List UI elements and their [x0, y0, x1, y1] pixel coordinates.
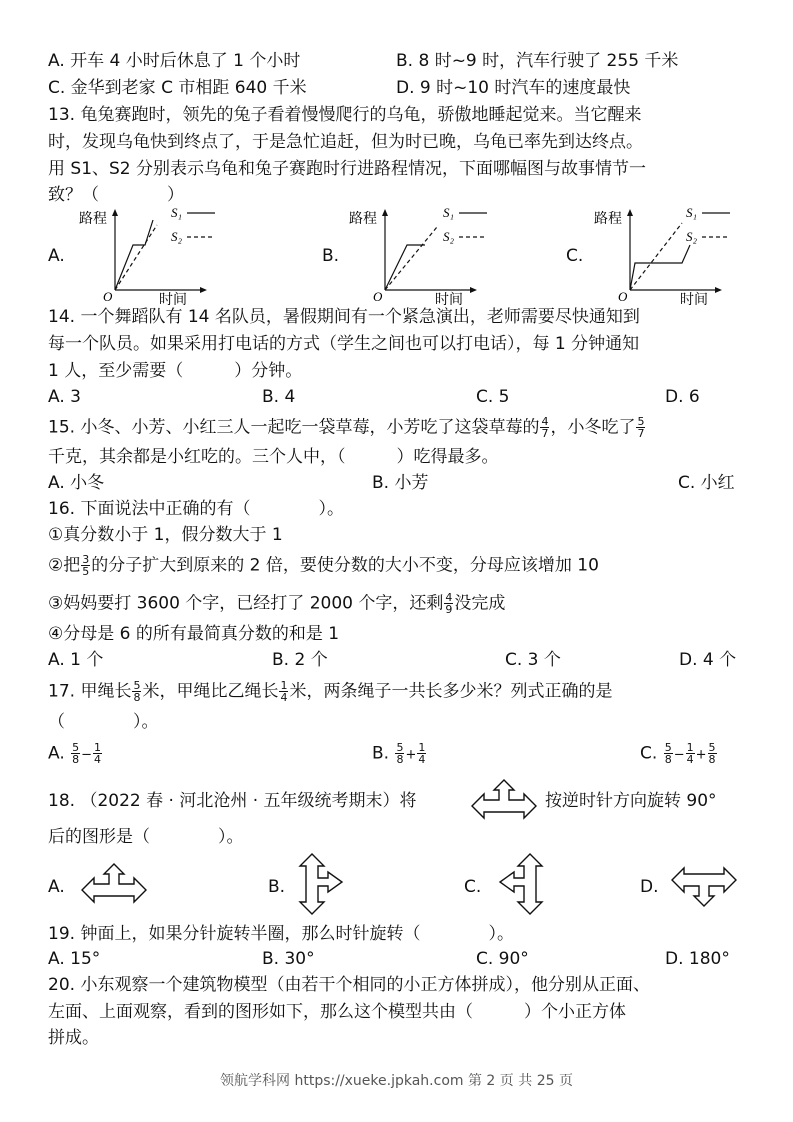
- q18-option-a-label: A.: [48, 877, 65, 897]
- q15-fraction-2-num: 5: [637, 415, 645, 428]
- q14-option-c: C. 5: [476, 387, 510, 407]
- q17-b-frac-2-num: 1: [418, 741, 426, 754]
- q17-fraction-1-den: 8: [133, 691, 141, 704]
- q13-option-a-label: A.: [48, 246, 65, 266]
- q15-fraction-1-num: 4: [541, 415, 549, 428]
- q17-text-a: 17. 甲绳长: [48, 681, 132, 702]
- q15-line-1: [48, 416, 646, 439]
- q13-graph-b-origin: O: [373, 289, 383, 304]
- q12-option-a: A. 开车 4 小时后休息了 1 个小时: [48, 51, 301, 71]
- q18-option-c-label: C.: [464, 877, 482, 897]
- q13-graph-a-s2: S₂: [171, 229, 183, 244]
- q13-graph-c-origin: O: [618, 289, 628, 304]
- q16-s2-fraction-num: 3: [82, 553, 90, 566]
- q14-line-1: 14. 一个舞蹈队有 14 名队员，暑假期间有一个紧急演出，老师需要尽快通知到: [48, 307, 640, 327]
- q18-option-b-shape: [296, 852, 346, 916]
- q13-option-b-label: B.: [322, 246, 340, 266]
- q15-option-c: C. 小红: [678, 473, 735, 493]
- q16-option-d: D. 4 个: [679, 650, 737, 670]
- q12-option-b: B. 8 时~9 时，汽车行驶了 255 千米: [396, 51, 679, 71]
- page-footer: 领航学科网 https://xueke.jpkah.com 第 2 页 共 25 页: [220, 1073, 573, 1089]
- q20-line-2: 左面、上面观察，看到的图形如下，那么这个模型共由（ ）个小正方体: [48, 1002, 626, 1022]
- q15-fraction-1: [540, 416, 549, 439]
- q17-option-a: [48, 742, 103, 767]
- q17-c-frac-1-den: 8: [664, 753, 672, 766]
- q17-c-operator-2: +: [695, 747, 707, 763]
- q19-option-d: D. 180°: [665, 949, 730, 969]
- q17-c-frac-2-den: 4: [686, 753, 694, 766]
- q17-option-c: [640, 742, 718, 767]
- q17-fraction-2: [279, 680, 288, 703]
- q13-option-c-label: C.: [566, 246, 584, 266]
- q17-c-operator-1: −: [673, 747, 685, 763]
- q12-option-d: D. 9 时~10 时汽车的速度最快: [396, 78, 631, 98]
- q16-statement-2: [48, 554, 599, 577]
- q17-b-frac-1-den: 8: [396, 753, 404, 766]
- q17-text-b: 米，甲绳比乙绳长: [142, 681, 279, 702]
- q16-option-b: B. 2 个: [272, 650, 328, 670]
- q17-b-frac-1-num: 5: [396, 741, 404, 754]
- q18-line-1b: 按逆时针方向旋转 90°: [545, 791, 717, 811]
- q18-option-b-label: B.: [268, 877, 286, 897]
- q17-a-operator: −: [81, 747, 93, 763]
- q17-a-frac-2-num: 1: [94, 741, 102, 754]
- q19-option-c: C. 90°: [476, 949, 529, 969]
- q17-fraction-1: [132, 680, 141, 703]
- q16-option-a: A. 1 个: [48, 650, 104, 670]
- q17-c-frac-1-num: 5: [664, 741, 672, 754]
- q13-graph-c-s2: S₂: [686, 229, 698, 244]
- q15-option-a: A. 小冬: [48, 473, 105, 493]
- q18-option-d-shape: [670, 862, 738, 908]
- q17-c-frac-2: [686, 742, 695, 765]
- q20-line-1: 20. 小东观察一个建筑物模型（由若干个相同的小正方体拼成），他分别从正面、: [48, 975, 650, 995]
- q16-statement-4: ④分母是 6 的所有最简真分数的和是 1: [48, 624, 340, 644]
- q17-option-b: [372, 742, 427, 767]
- q13-graph-c-s1: S₁: [686, 205, 698, 220]
- q18-option-a-shape: [80, 862, 148, 908]
- q16-statement-3: [48, 592, 505, 615]
- q13-graph-a-origin: O: [103, 289, 113, 304]
- q13-line-1: 13. 龟兔赛跑时，领先的兔子看着慢慢爬行的乌龟，骄傲地睡起觉来。当它醒来: [48, 105, 642, 125]
- q14-line-3: 1 人，至少需要（ ）分钟。: [48, 361, 303, 381]
- q17-a-frac-1-num: 5: [72, 741, 80, 754]
- q14-option-a: A. 3: [48, 387, 81, 407]
- q16-s2-text-b: 的分子扩大到原来的 2 倍，要使分数的大小不变，分母应该增加 10: [91, 555, 599, 576]
- q13-line-4: 致？（ ）: [48, 185, 184, 205]
- q17-c-frac-3-num: 5: [708, 741, 716, 754]
- q17-b-frac-2-den: 4: [418, 753, 426, 766]
- q17-option-a-label: A.: [48, 743, 65, 764]
- q17-b-operator: +: [405, 747, 417, 763]
- q13-line-3: 用 S1、S2 分别表示乌龟和兔子赛跑时行进路程情况，下面哪幅图与故事情节一: [48, 159, 647, 179]
- q17-a-frac-2: [93, 742, 102, 765]
- q17-a-frac-1-den: 8: [72, 753, 80, 766]
- q13-graph-c-xlabel: 时间: [680, 293, 708, 305]
- q18-line-2: 后的图形是（ ）。: [48, 827, 244, 847]
- q17-fraction-2-den: 4: [280, 691, 288, 704]
- q17-line-2: （ ）。: [48, 712, 159, 732]
- q18-option-d-label: D.: [640, 877, 659, 897]
- q13-graph-b-s1: S₁: [443, 205, 455, 220]
- q18-line-1a: 18. （2022 春 · 河北沧州 · 五年级统考期末）将: [48, 791, 417, 811]
- q17-a-frac-1: [71, 742, 80, 765]
- q13-graph-b-s2: S₂: [443, 229, 455, 244]
- q20-line-3: 拼成。: [48, 1028, 99, 1048]
- q15-text-a: 15. 小冬、小芳、小红三人一起吃一袋草莓，小芳吃了这袋草莓的: [48, 417, 540, 438]
- q13-graph-a-s1: S₁: [171, 205, 183, 220]
- q19-line-1: 19. 钟面上，如果分针旋转半圈，那么时针旋转（ ）。: [48, 924, 514, 944]
- q17-fraction-2-num: 1: [280, 679, 288, 692]
- q13-graph-c: [590, 205, 740, 305]
- q16-s3-text-b: 没完成: [454, 593, 506, 614]
- q17-c-frac-2-num: 1: [686, 741, 694, 754]
- q13-graph-a-ylabel: 路程: [79, 212, 107, 227]
- q16-s2-text-a: ②把: [48, 555, 81, 576]
- q17-line-1: [48, 680, 612, 703]
- q17-text-c: 米，两条绳子一共长多少米？列式正确的是: [289, 681, 613, 702]
- q15-fraction-1-den: 7: [541, 427, 549, 440]
- q16-s3-fraction-den: 9: [445, 603, 453, 616]
- q18-option-c-shape: [496, 852, 546, 916]
- q18-original-shape: [470, 778, 538, 822]
- q15-option-b: B. 小芳: [372, 473, 429, 493]
- q16-line-1: 16. 下面说法中正确的有（ ）。: [48, 499, 344, 519]
- q16-statement-1: ①真分数小于 1，假分数大于 1: [48, 525, 283, 545]
- q17-c-frac-3: [708, 742, 717, 765]
- q14-line-2: 每一个队员。如果采用打电话的方式（学生之间也可以打电话），每 1 分钟通知: [48, 334, 640, 354]
- q16-s3-fraction: [444, 592, 453, 615]
- q13-graph-c-ylabel: 路程: [594, 212, 622, 227]
- q17-b-frac-2: [417, 742, 426, 765]
- q17-c-frac-1: [664, 742, 673, 765]
- q19-option-b: B. 30°: [262, 949, 315, 969]
- q17-b-frac-1: [395, 742, 404, 765]
- q17-option-c-label: C.: [640, 743, 658, 764]
- q13-line-2: 时，发现乌龟快到终点了，于是急忙追赶，但为时已晚，乌龟已率先到达终点。: [48, 132, 643, 152]
- q15-line-2: 千克，其余都是小红吃的。三个人中，（ ）吃得最多。: [48, 447, 499, 467]
- q14-option-d: D. 6: [665, 387, 700, 407]
- q12-option-c: C. 金华到老家 C 市相距 640 千米: [48, 78, 307, 98]
- q16-s2-fraction: [81, 554, 90, 577]
- q13-graph-b-xlabel: 时间: [435, 293, 463, 305]
- q13-graph-a-xlabel: 时间: [159, 293, 187, 305]
- q13-graph-b: [345, 205, 495, 305]
- q15-fraction-2-den: 7: [637, 427, 645, 440]
- q16-s2-fraction-den: 5: [82, 565, 90, 578]
- q16-s3-fraction-num: 4: [445, 591, 453, 604]
- q17-fraction-1-num: 5: [133, 679, 141, 692]
- q17-a-frac-2-den: 4: [94, 753, 102, 766]
- q13-graph-b-ylabel: 路程: [349, 212, 377, 227]
- q19-option-a: A. 15°: [48, 949, 101, 969]
- q15-fraction-2: [636, 416, 645, 439]
- q17-c-frac-3-den: 8: [708, 753, 716, 766]
- q15-text-b: ，小冬吃了: [550, 417, 636, 438]
- q14-option-b: B. 4: [262, 387, 296, 407]
- q16-option-c: C. 3 个: [505, 650, 561, 670]
- q17-option-b-label: B.: [372, 743, 390, 764]
- q13-graph-a: [75, 205, 225, 305]
- q16-s3-text-a: ③妈妈要打 3600 个字，已经打了 2000 个字，还剩: [48, 593, 444, 614]
